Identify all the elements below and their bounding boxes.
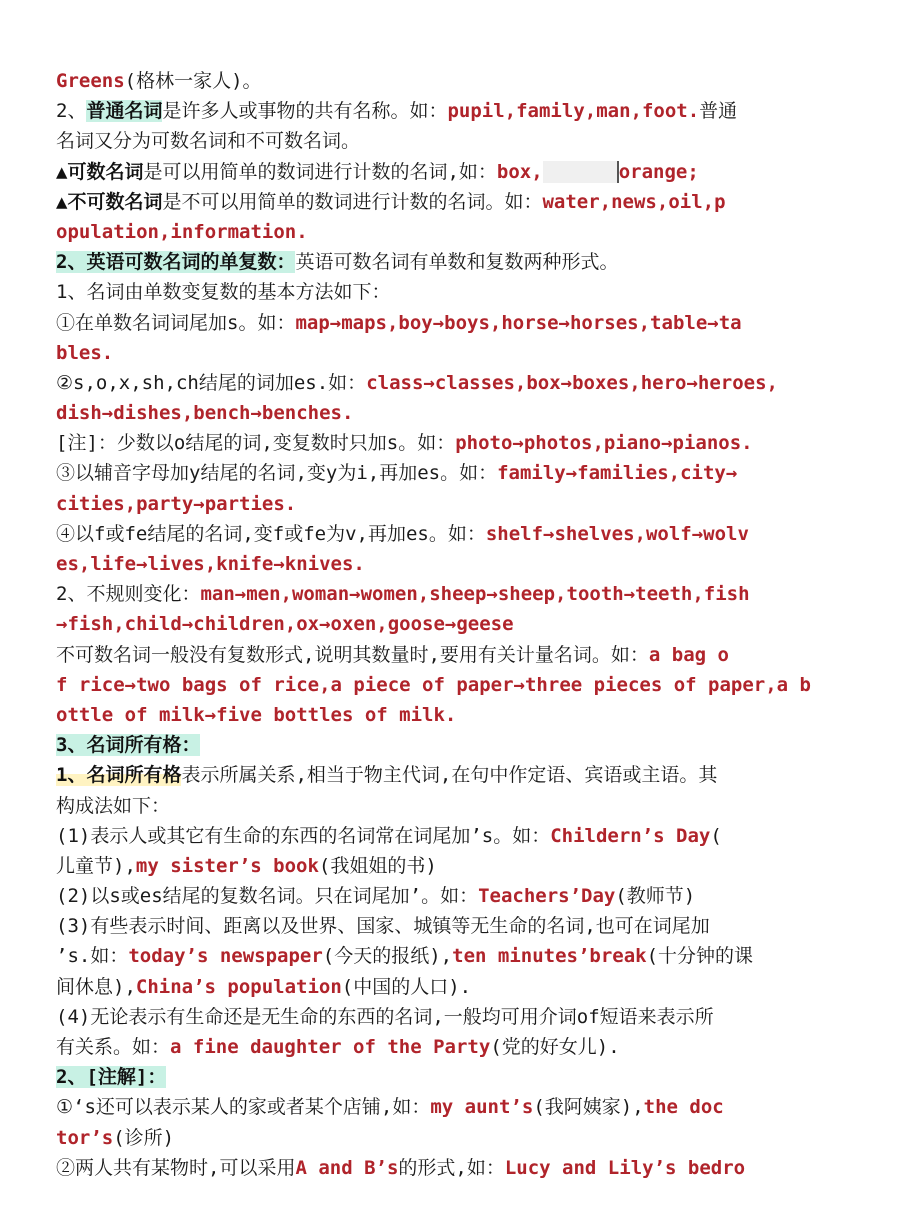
text-line xyxy=(56,308,874,338)
text-segment: 普通 xyxy=(699,100,738,123)
text-segment: ②s,o,x,sh,ch结尾的词加es.如： xyxy=(56,371,367,394)
text-line xyxy=(56,277,874,307)
text-segment: ’s.如： xyxy=(56,945,129,968)
text-line xyxy=(56,791,874,821)
text-segment: 构成法如下： xyxy=(56,794,171,817)
text-segment: 是可以用简单的数词进行计数的名词,如： xyxy=(143,160,497,183)
text-segment: shelf→shelves,wolf→wolv xyxy=(485,522,749,545)
text-segment: ④以f或fe结尾的名词,变f或fe为v,再加es。如： xyxy=(56,522,486,545)
text-segment: the doc xyxy=(643,1096,724,1119)
text-segment: family→families,city→ xyxy=(497,462,738,485)
text-segment: ( xyxy=(710,824,722,847)
text-line xyxy=(56,821,874,851)
text-line xyxy=(56,66,874,96)
text-segment: (我姐姐的书) xyxy=(318,854,437,877)
text-segment: cities,party→parties. xyxy=(56,492,297,515)
text-segment: water,news,oil,p xyxy=(542,190,726,213)
text-line xyxy=(56,1123,874,1153)
text-segment: 表示所属关系,相当于物主代词,在句中作定语、宾语或主语。其 xyxy=(181,764,718,787)
text-segment: (3)有些表示时间、距离以及世界、国家、城镇等无生命的名词,也可在词尾加 xyxy=(56,915,710,938)
text-line xyxy=(56,911,874,941)
text-segment: 儿童节), xyxy=(56,854,136,877)
text-line xyxy=(56,670,874,700)
text-segment: opulation,information. xyxy=(56,220,308,243)
text-segment: ottle of milk→five bottles of milk. xyxy=(56,703,457,726)
text-line xyxy=(56,730,874,760)
text-line xyxy=(56,851,874,881)
text-line xyxy=(56,640,874,670)
text-segment: 是许多人或事物的共有名称。如： xyxy=(162,100,448,123)
text-segment: (我阿姨家), xyxy=(533,1096,644,1119)
text-segment: 不可数名词一般没有复数形式,说明其数量时,要用有关计量名词。如： xyxy=(56,643,649,666)
text-segment: ▲ xyxy=(56,160,68,183)
text-segment: f rice→two bags of rice,a piece of paper→three pieces of paper,a b xyxy=(56,673,811,696)
text-line xyxy=(56,972,874,1002)
text-line xyxy=(56,247,874,277)
text-segment: a bag o xyxy=(648,643,729,666)
text-line xyxy=(56,519,874,549)
text-segment: (1)表示人或其它有生命的东西的名词常在词尾加’s。如： xyxy=(56,824,551,847)
text-segment: 1、名词所有格 xyxy=(56,764,182,787)
text-line xyxy=(56,157,874,187)
text-line xyxy=(56,881,874,911)
text-segment: (4)无论表示有生命还是无生命的东西的名词,一般均可用介词of短语来表示所 xyxy=(56,1005,714,1028)
text-segment: 1、名词由单数变复数的基本方法如下： xyxy=(56,281,391,304)
text-segment: →fish,child→children,ox→oxen,goose→geese xyxy=(56,613,514,636)
text-line xyxy=(56,700,874,730)
text-segment: 3、名词所有格： xyxy=(56,734,201,757)
text-segment: bles. xyxy=(56,341,114,364)
text-segment: ①在单数名词词尾加s。如： xyxy=(56,311,296,334)
text-line xyxy=(56,579,874,609)
text-segment: 2、[注解]： xyxy=(56,1066,167,1089)
text-segment: (十分钟的课 xyxy=(646,945,754,968)
text-segment: today’s newspaper xyxy=(128,945,323,968)
text-segment: my aunt’s xyxy=(430,1096,534,1119)
text-segment: class→classes,box→boxes,hero→heroes, xyxy=(366,371,778,394)
text-line xyxy=(56,1002,874,1032)
text-segment: China’s population xyxy=(135,975,342,998)
text-segment: 2、不规则变化： xyxy=(56,583,201,606)
text-line xyxy=(56,398,874,428)
text-line xyxy=(56,1032,874,1062)
text-segment: (党的好女儿). xyxy=(490,1036,620,1058)
text-segment: 2、 xyxy=(56,100,87,123)
text-segment: (诊所) xyxy=(113,1126,175,1149)
text-segment: (格林一家人)。 xyxy=(124,70,262,92)
text-segment: (教师节) xyxy=(615,885,696,908)
text-segment: [注]：少数以o结尾的词,变复数时只加s。如： xyxy=(56,432,456,455)
text-segment: my sister’s book xyxy=(135,854,319,877)
text-line xyxy=(56,609,874,639)
text-segment: photo→photos,piano→pianos. xyxy=(455,432,753,455)
text-segment: ③以辅音字母加y结尾的名词,变y为i,再加es。如： xyxy=(56,462,498,485)
text-segment: dish→dishes,bench→benches. xyxy=(56,402,354,425)
text-segment: 的形式,如： xyxy=(398,1156,505,1179)
text-segment: (2)以s或es结尾的复数名词。只在词尾加’。如： xyxy=(56,885,479,908)
text-segment: Lucy and Lily’s bedro xyxy=(504,1156,746,1179)
text-segment: (今天的报纸), xyxy=(322,945,453,968)
text-segment: A and B’s xyxy=(295,1156,399,1179)
text-segment: orange; xyxy=(618,160,699,183)
text-segment: (中国的人口). xyxy=(341,975,472,998)
text-line xyxy=(56,458,874,488)
text-segment: 名词又分为可数名词和不可数名词。 xyxy=(56,130,361,153)
text-segment: Greens xyxy=(56,70,125,92)
text-segment: Childern’s Day xyxy=(550,824,711,847)
text-segment: es,life→lives,knife→knives. xyxy=(56,553,365,575)
text-line xyxy=(56,549,874,579)
text-segment: Teachers’Day xyxy=(478,885,616,908)
text-segment: map→maps,boy→boys,horse→horses,table→ta xyxy=(295,311,742,334)
text-segment: 普通名词 xyxy=(86,100,163,123)
text-segment: ▲ xyxy=(56,190,68,213)
text-segment: 英语可数名词有单数和复数两种形式。 xyxy=(295,251,619,274)
text-segment: pupil,family,man,foot. xyxy=(447,100,700,123)
text-line xyxy=(56,1092,874,1122)
text-segment: ②两人共有某物时,可以采用 xyxy=(56,1156,296,1179)
text-segment: 不可数名词 xyxy=(67,190,163,213)
text-segment: box, xyxy=(496,160,543,183)
text-segment: 2、英语可数名词的单复数： xyxy=(56,251,296,274)
redaction-mark xyxy=(543,161,619,183)
text-line xyxy=(56,760,874,790)
text-line xyxy=(56,941,874,971)
watermark xyxy=(742,1176,892,1212)
text-line xyxy=(56,217,874,247)
text-segment: ten minutes’break xyxy=(452,945,647,968)
text-segment: man→men,woman→women,sheep→sheep,tooth→teeth,fish xyxy=(200,583,750,606)
text-line xyxy=(56,428,874,458)
text-line xyxy=(56,126,874,156)
text-segment: ①‘s还可以表示某人的家或者某个店铺,如： xyxy=(56,1096,431,1119)
text-segment: tor’s xyxy=(56,1126,114,1149)
text-segment: 是不可以用简单的数词进行计数的名词。如： xyxy=(162,190,543,213)
text-segment: 间休息), xyxy=(56,975,136,998)
text-line xyxy=(56,96,874,126)
text-line xyxy=(56,1062,874,1092)
text-line xyxy=(56,338,874,368)
text-line xyxy=(56,187,874,217)
text-segment: 有关系。如： xyxy=(56,1036,171,1058)
text-line xyxy=(56,489,874,519)
text-line xyxy=(56,368,874,398)
text-segment: a fine daughter of the Party xyxy=(170,1036,491,1058)
document-body xyxy=(56,66,874,1183)
text-segment: 可数名词 xyxy=(67,160,144,183)
